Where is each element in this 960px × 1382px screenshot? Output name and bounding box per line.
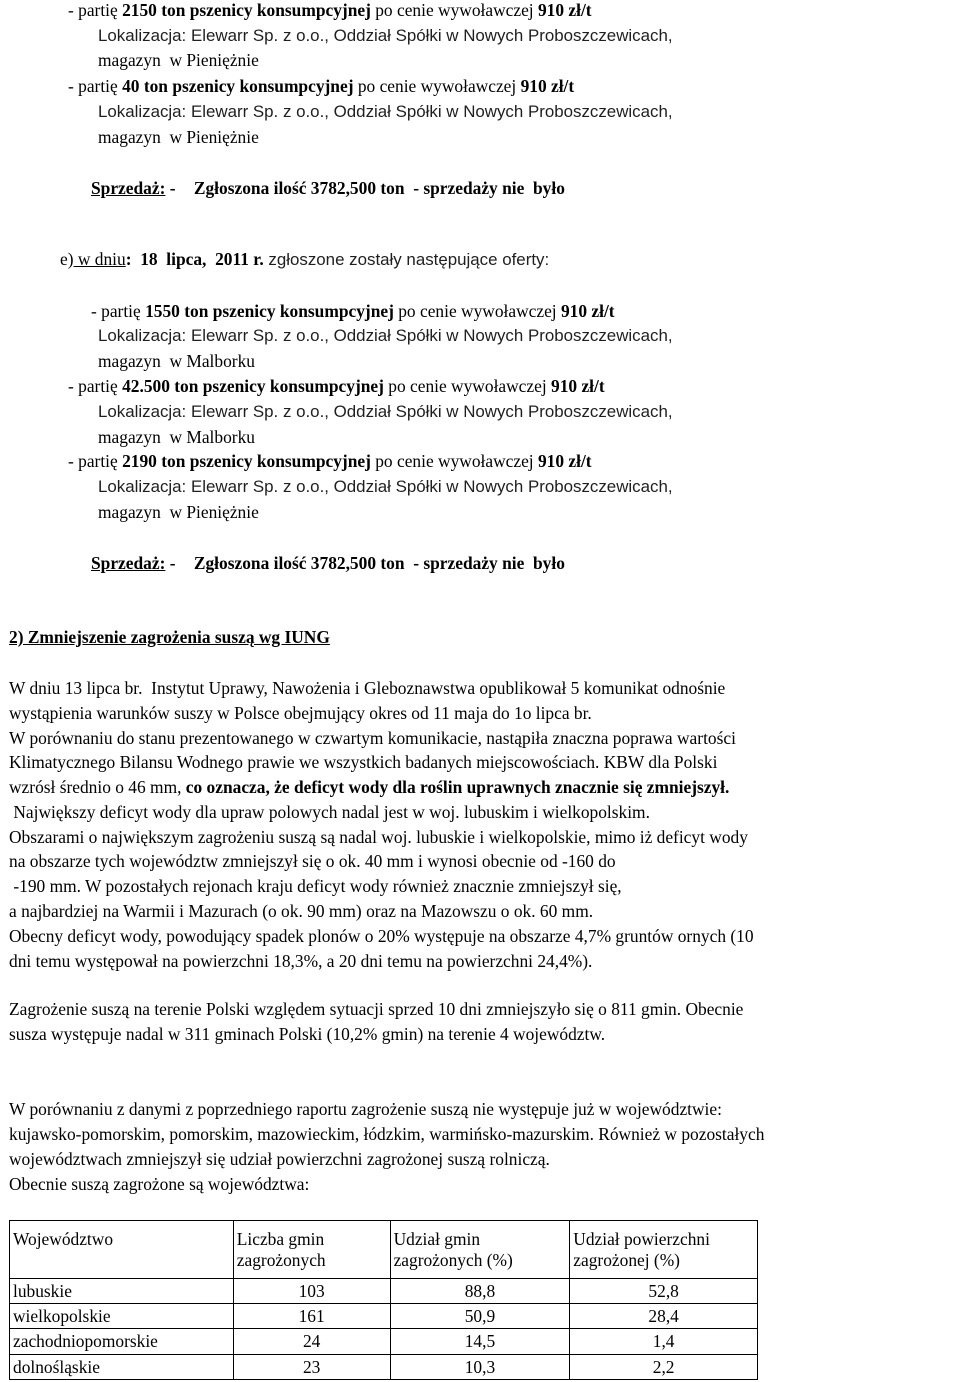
table-header-cell: Udział powierzchni zagrożonej (%)	[570, 1221, 758, 1279]
table-row	[10, 1304, 758, 1329]
storage-line-3: magazyn w Malborku	[98, 351, 255, 371]
location-line-5: Lokalizacja: Elewarr Sp. z o.o., Oddział Spółki w Nowych Proboszczewicach,	[98, 477, 673, 496]
paragraph-1-line-4: Klimatycznego Bilansu Wodnego prawie we wszystkich badanych miejscowościach. KBW dla Polski	[9, 752, 718, 772]
paragraph-1-line-2: wystąpienia warunków suszy w Polsce obejmujący okres od 11 maja do 1o lipca br.	[9, 703, 592, 723]
location-line-4: Lokalizacja: Elewarr Sp. z o.o., Oddział Spółki w Nowych Proboszczewicach,	[98, 402, 673, 421]
paragraph-2-line-2: Obszarami o największym zagrożeniu suszą są nadal woj. lubuskie i wielkopolskie, mimo iż deficyt wody	[9, 827, 748, 847]
paragraph-1-line-5: wzrósł średnio o 46 mm, co oznacza, że deficyt wody dla roślin uprawnych znacznie się zmniejszył.	[9, 777, 730, 797]
table-cell: wielkopolskie	[10, 1304, 234, 1329]
section-2-heading: 2) Zmniejszenie zagrożenia suszą wg IUNG	[9, 627, 330, 647]
storage-line-4: magazyn w Malborku	[98, 427, 255, 447]
table-row	[10, 1329, 758, 1354]
paragraph-2-line-4: -190 mm. W pozostałych rejonach kraju deficyt wody również znacznie zmniejszył się,	[9, 876, 622, 896]
sale-summary-2: Sprzedaż: - Zgłoszona ilość 3782,500 ton - sprzedaży nie było	[91, 553, 565, 573]
table-cell: 28,4	[570, 1304, 758, 1329]
paragraph-2-line-3: na obszarze tych województw zmniejszył się o ok. 40 mm i wynosi obecnie od -160 do	[9, 851, 616, 871]
paragraph-4-line-4: Obecnie suszą zagrożone są województwa:	[9, 1174, 310, 1194]
storage-line-2: magazyn w Pieniężnie	[98, 127, 259, 147]
sale-summary-1: Sprzedaż: - Zgłoszona ilość 3782,500 ton - sprzedaży nie było	[91, 178, 565, 198]
table-cell: 23	[233, 1354, 390, 1379]
offer-line-4: - partię 42.500 ton pszenicy konsumpcyjnej po cenie wywoławczej 910 zł/t	[68, 376, 605, 396]
table-cell: 24	[233, 1329, 390, 1354]
location-line-3: Lokalizacja: Elewarr Sp. z o.o., Oddział Spółki w Nowych Proboszczewicach,	[98, 326, 673, 345]
table-header-row	[10, 1221, 758, 1279]
paragraph-2-line-7: dni temu występował na powierzchni 18,3%, a 20 dni temu na powierzchni 24,4%).	[9, 951, 593, 971]
paragraph-2-line-6: Obecny deficyt wody, powodujący spadek plonów o 20% występuje na obszarze 4,7% gruntów ornych (10	[9, 926, 754, 946]
table-cell: 1,4	[570, 1329, 758, 1354]
table-cell: 161	[233, 1304, 390, 1329]
paragraph-3-line-2: susza występuje nadal w 311 gminach Polski (10,2% gmin) na terenie 4 województw.	[9, 1024, 606, 1044]
offer-line-2: - partię 40 ton pszenicy konsumpcyjnej po cenie wywoławczej 910 zł/t	[68, 76, 575, 96]
table-header-cell: Liczba gmin zagrożonych	[233, 1221, 390, 1279]
paragraph-1-line-3: W porównaniu do stanu prezentowanego w czwartym komunikacie, nastąpiła znaczna poprawa wartości	[9, 728, 736, 748]
table-cell: 103	[233, 1279, 390, 1304]
table-row	[10, 1354, 758, 1379]
table-cell: zachodniopomorskie	[10, 1329, 234, 1354]
paragraph-4-line-1: W porównaniu z danymi z poprzedniego raportu zagrożenie suszą nie występuje już w województwie:	[9, 1099, 722, 1119]
offer-line-1: - partię 2150 ton pszenicy konsumpcyjnej po cenie wywoławczej 910 zł/t	[68, 0, 592, 20]
storage-line-1: magazyn w Pieniężnie	[98, 50, 259, 70]
table-cell: 88,8	[390, 1279, 570, 1304]
offer-line-3: - partię 1550 ton pszenicy konsumpcyjnej po cenie wywoławczej 910 zł/t	[91, 301, 615, 321]
storage-line-5: magazyn w Pieniężnie	[98, 502, 259, 522]
table-cell: 52,8	[570, 1279, 758, 1304]
paragraph-2-line-1: Największy deficyt wody dla upraw polowych nadal jest w woj. lubuskim i wielkopolskim.	[9, 802, 650, 822]
paragraph-4-line-2: kujawsko-pomorskim, pomorskim, mazowieckim, łódzkim, warmińsko-mazurskim. Również w pozostałych	[9, 1124, 765, 1144]
location-line-1: Lokalizacja: Elewarr Sp. z o.o., Oddział Spółki w Nowych Proboszczewicach,	[98, 26, 673, 45]
section-e-heading: e) w dniu: 18 lipca, 2011 r. zgłoszone zostały następujące oferty:	[60, 249, 550, 269]
offer-line-5: - partię 2190 ton pszenicy konsumpcyjnej po cenie wywoławczej 910 zł/t	[68, 451, 592, 471]
table-cell: dolnośląskie	[10, 1354, 234, 1379]
table-header-cell: Województwo	[10, 1221, 234, 1279]
table-row	[10, 1279, 758, 1304]
table-cell: lubuskie	[10, 1279, 234, 1304]
drought-table	[9, 1220, 758, 1380]
table-header-cell: Udział gmin zagrożonych (%)	[390, 1221, 570, 1279]
paragraph-2-line-5: a najbardziej na Warmii i Mazurach (o ok. 90 mm) oraz na Mazowszu o ok. 60 mm.	[9, 901, 594, 921]
paragraph-3-line-1: Zagrożenie suszą na terenie Polski względem sytuacji sprzed 10 dni zmniejszyło się o 811 gmin. Obecnie	[9, 999, 744, 1019]
table-cell: 2,2	[570, 1354, 758, 1379]
location-line-2: Lokalizacja: Elewarr Sp. z o.o., Oddział Spółki w Nowych Proboszczewicach,	[98, 102, 673, 121]
table-cell: 50,9	[390, 1304, 570, 1329]
table-cell: 10,3	[390, 1354, 570, 1379]
paragraph-4-line-3: województwach zmniejszył się udział powierzchni zagrożonej suszą rolniczą.	[9, 1149, 550, 1169]
table-cell: 14,5	[390, 1329, 570, 1354]
paragraph-1-line-1: W dniu 13 lipca br. Instytut Uprawy, Nawożenia i Gleboznawstwa opublikował 5 komunikat odnośnie	[9, 678, 726, 698]
